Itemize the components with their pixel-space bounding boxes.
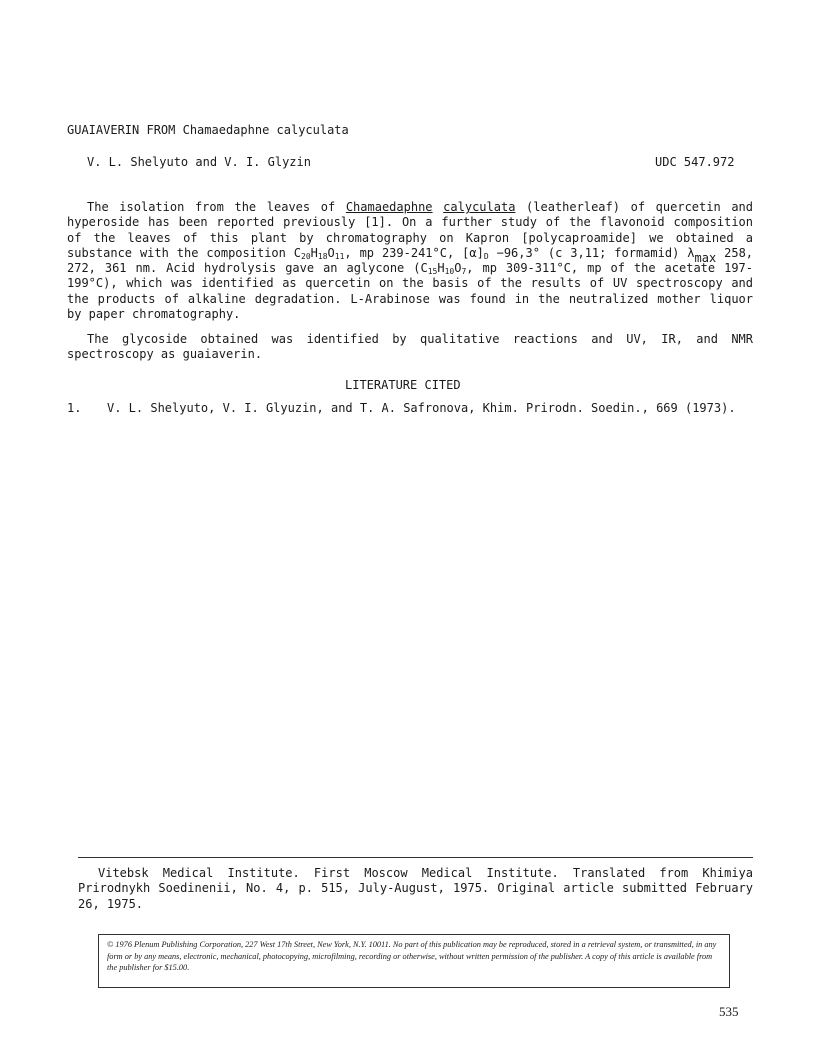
rotation-subscript: D xyxy=(483,251,489,261)
literature-heading: LITERATURE CITED xyxy=(345,378,461,392)
formula-subscript: 15 xyxy=(427,267,438,277)
paragraph-1-text: , mp 239-241°C, [α] xyxy=(344,245,484,260)
udc-code: UDC 547.972 xyxy=(655,155,735,169)
formula-subscript: 10 xyxy=(444,267,455,277)
paragraph-1-text: The isolation from the leaves of xyxy=(87,200,346,214)
lambda-max-subscript: max xyxy=(694,250,717,265)
formula-subscript: 20 xyxy=(301,251,311,261)
paragraph-1-text: H xyxy=(437,261,445,276)
reference-number: 1. xyxy=(67,401,82,415)
reference-item xyxy=(67,401,736,415)
article-title: GUAIAVERIN FROM Chamaedaphne calyculata xyxy=(67,123,349,137)
formula-subscript: 7 xyxy=(461,267,467,277)
paragraph-1-text: O xyxy=(327,245,335,260)
paragraph-1-text: −96,3° (c 3,11; formamid) λ xyxy=(488,245,695,260)
paragraph-1 xyxy=(67,200,753,322)
page-number: 535 xyxy=(719,1004,739,1019)
paragraph-1-text: , mp 309-311°C, mp of the acetate 197-199°C), which was identified as quercetin on the basis of the results of UV spectroscopy and the products of alkaline degradation. L-Arabinose was found in the neutralized mother liquor by paper chromatography. xyxy=(67,261,753,322)
reference-text: V. L. Shelyuto, V. I. Glyuzin, and T. A. Safronova, Khim. Prirodn. Soedin., 669 (1973). xyxy=(107,401,736,415)
copyright-notice: © 1976 Plenum Publishing Corporation, 227 West 17th Street, New York, N.Y. 10011. No part of this publication may be reproduced, stored in a retrieval system, or transmitted, in any form or by any means, electronic, mechanical, photocopying, microfilming, recording or otherwise, without written permission of the publisher. A copy of this article is available from the publisher for $15.00. xyxy=(107,940,717,972)
paragraph-1-text: O xyxy=(454,261,462,276)
paragraph-1-text: 258, 272, 361 nm. Acid hydrolysis gave an aglycone (C xyxy=(67,245,754,276)
affiliation-footnote: Vitebsk Medical Institute. First Moscow Medical Institute. Translated from Khimiya Prirodnykh Soedinenii, No. 4, p. 515, July-August, 1975. Original article submitted February 26, 1975. xyxy=(78,866,753,911)
copyright-box xyxy=(98,934,730,988)
article-authors: V. L. Shelyuto and V. I. Glyzin xyxy=(87,155,311,169)
species-name: calyculata xyxy=(443,200,516,214)
paragraph-2: The glycoside obtained was identified by qualitative reactions and UV, IR, and NMR spectroscopy as guaiaverin. xyxy=(67,332,753,362)
genus-name: Chamaedaphne xyxy=(345,200,433,214)
paragraph-1-text: H xyxy=(310,245,318,260)
paragraph-1-text: (leatherleaf) of quercetin and hyperoside has been reported previously [1]. On a further study of the flavonoid composition of the leaves of this plant by chromatography on Kapron [polycaproamide] we obtained a substance with the composition C xyxy=(67,200,753,260)
formula-subscript: 18 xyxy=(317,251,328,261)
formula-subscript: 11 xyxy=(334,251,345,261)
footnote-divider xyxy=(78,857,753,858)
